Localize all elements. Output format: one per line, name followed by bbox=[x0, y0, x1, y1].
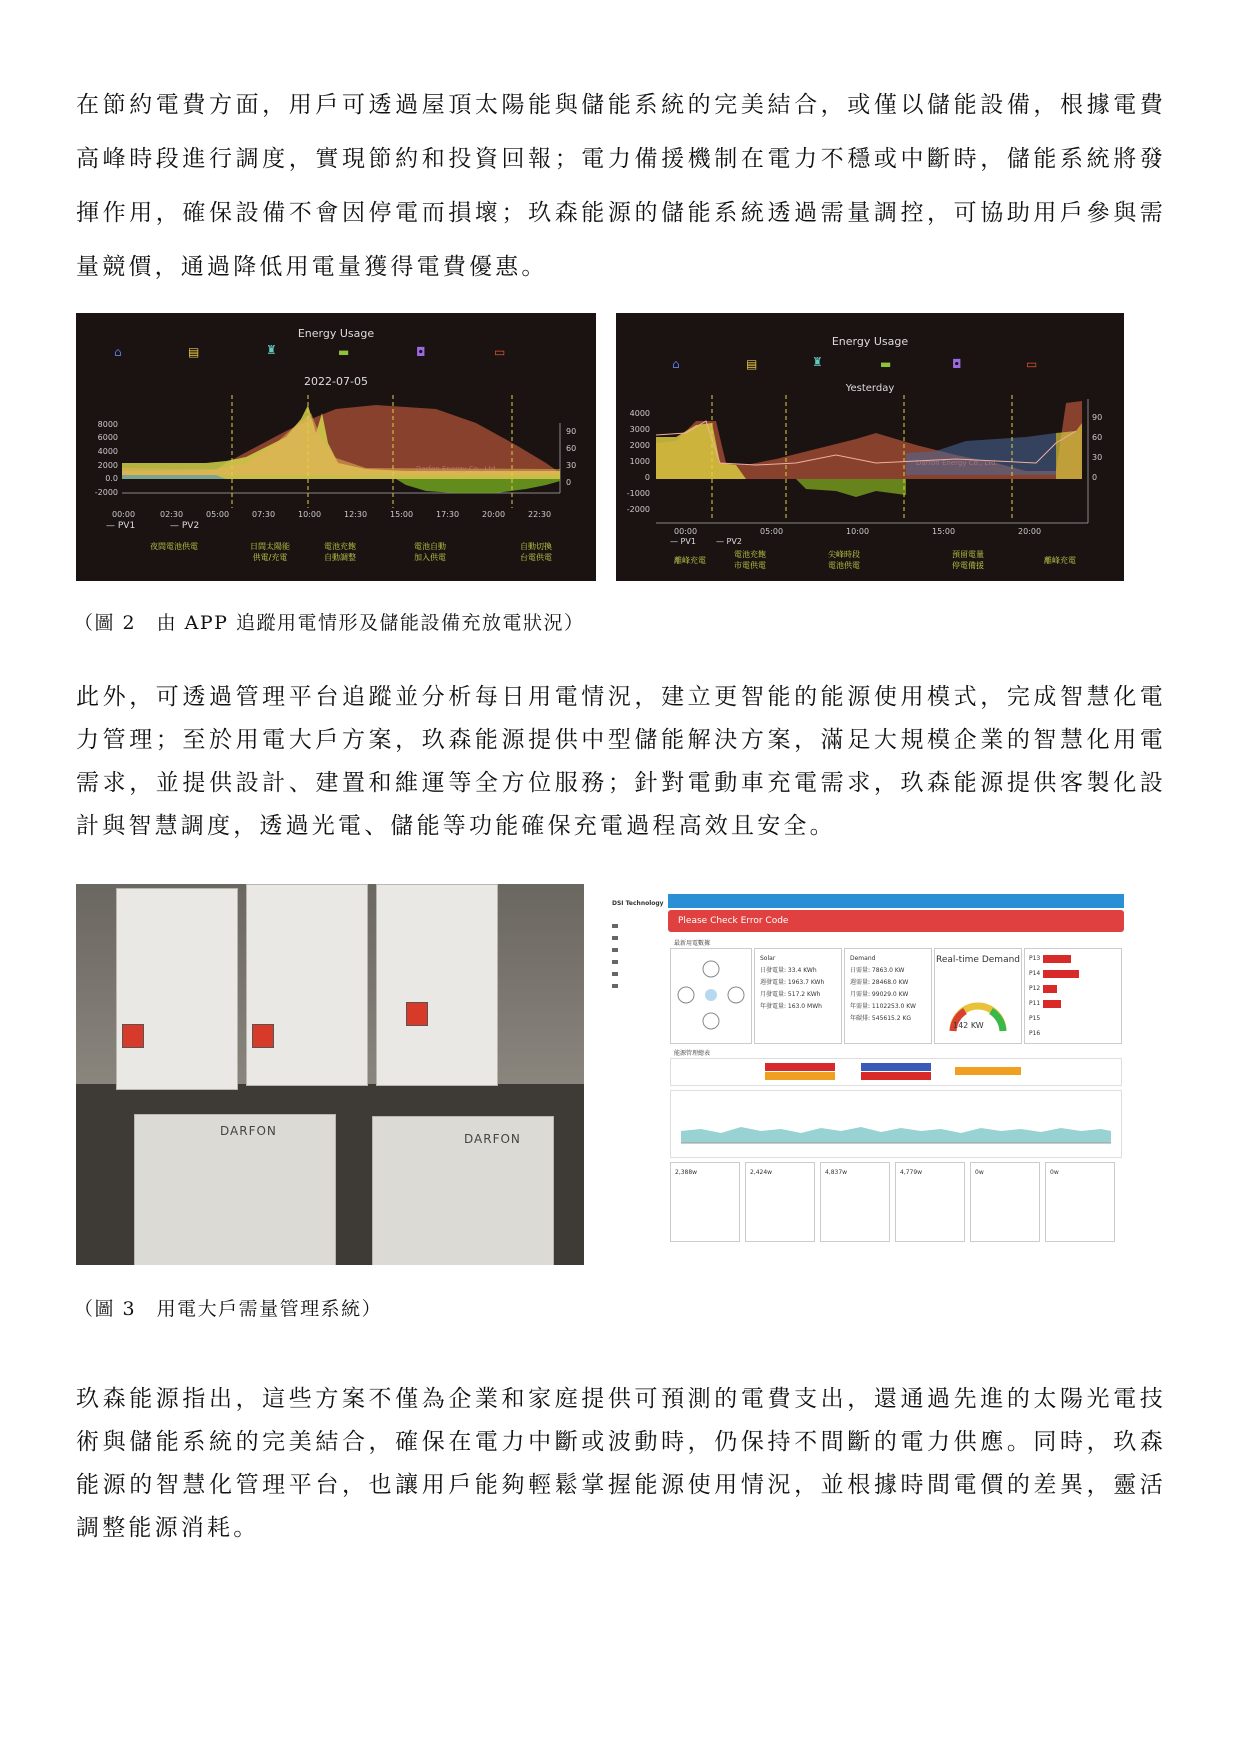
x-tick: 17:30 bbox=[436, 510, 460, 519]
energy-usage-chart-right bbox=[616, 313, 1124, 581]
y-tick: 3000 bbox=[629, 425, 650, 434]
legend-pv2: — PV2 bbox=[170, 521, 200, 531]
storage-cabinets-photo bbox=[76, 884, 584, 1265]
figure-2-caption: （圖 2 由 APP 追蹤用電情形及儲能設備充放電狀況） bbox=[74, 612, 585, 634]
chart-title: Energy Usage bbox=[297, 327, 375, 340]
chart-date: 2022-07-05 bbox=[304, 375, 368, 388]
sidebar bbox=[612, 916, 626, 996]
annotation: 尖峰時段 電池供電 bbox=[828, 550, 860, 570]
management-paragraph: 此外，可透過管理平台追蹤並分析每日用電情況，建立更智能的能源使用模式，完成智慧化電力管理；至於用電大戶方案，玖森能源提供中型儲能解決方案，滿足大規模企業的智慧化用電需求，並提供設計、建置和維運等全方位服務；針對電動車充電需求，玖森能源提供客製化設計與智慧調度，透過光電、儲能等功能確保充電過程高效且安全。 bbox=[76, 684, 1166, 839]
grid-tower-icon: ♜ bbox=[812, 355, 823, 369]
y2-tick: 0 bbox=[566, 478, 572, 487]
inverter-cabinet bbox=[116, 888, 238, 1090]
x-tick: 10:00 bbox=[846, 527, 870, 536]
solar-panel-icon: ▤ bbox=[188, 345, 200, 359]
panel-cards: 2,388w 2,424w 4,837w 4,779w 0w 0w bbox=[670, 1162, 1120, 1242]
watermark: Darfon Energy Co., Ltd. bbox=[416, 465, 498, 473]
x-tick: 10:00 bbox=[298, 510, 322, 519]
y-tick: 1000 bbox=[629, 457, 650, 466]
car-icon: ◘ bbox=[952, 357, 962, 371]
annotation: 日間太陽能 供電/充電 bbox=[250, 542, 290, 562]
x-tick: 20:00 bbox=[1018, 527, 1042, 536]
annotation: 電池自動 加入供電 bbox=[414, 542, 446, 562]
x-tick: 15:00 bbox=[932, 527, 956, 536]
chart-date: Yesterday bbox=[845, 383, 895, 394]
y-tick: -1000 bbox=[626, 489, 650, 498]
solar-panel-icon: ▤ bbox=[746, 357, 758, 371]
y2-tick: 60 bbox=[1092, 433, 1103, 442]
x-tick: 12:30 bbox=[344, 510, 368, 519]
annotation: 電池充飽 市電供電 bbox=[734, 550, 766, 570]
grid-tower-icon: ♜ bbox=[266, 343, 277, 357]
inverter-cabinet bbox=[376, 884, 498, 1086]
warning-label-icon bbox=[122, 1024, 144, 1048]
meter-icon: ▭ bbox=[494, 345, 506, 359]
y-tick: 0.0 bbox=[105, 474, 118, 483]
y-tick: -2000 bbox=[94, 488, 118, 497]
annotation: 夜間電池供電 bbox=[150, 542, 198, 551]
section-title: 能源管理總表 bbox=[674, 1050, 711, 1057]
x-tick: 02:30 bbox=[160, 510, 184, 519]
x-tick: 05:00 bbox=[760, 527, 784, 536]
y2-tick: 30 bbox=[566, 461, 577, 470]
annotation: 離峰充電 bbox=[1044, 556, 1076, 565]
battery-icon: ▬ bbox=[338, 345, 350, 359]
section-title: 最新用電數據 bbox=[674, 940, 711, 947]
figure-3-caption: （圖 3 用電大戶需量管理系統） bbox=[74, 1298, 383, 1320]
demand-card: Demand 日需量: 7863.0 KW 週需量: 28468.0 KW 月需量: 99029.0 KW 年需量: 1102253.0 KW 年碳排: 545615.2 KG bbox=[844, 948, 932, 1044]
phase-bars: P13 P14 P12 P11 P15 P16 bbox=[1024, 948, 1122, 1044]
battery-icon: ▬ bbox=[880, 357, 892, 371]
warning-label-icon bbox=[406, 1002, 428, 1026]
solar-card: Solar 日發電量: 33.4 KWh 週發電量: 1963.7 KWh 月發電量: 517.2 KWh 年發電量: 163.0 MWh bbox=[754, 948, 842, 1044]
x-tick: 07:30 bbox=[252, 510, 276, 519]
energy-flow-diagram bbox=[670, 948, 752, 1044]
car-icon: ◘ bbox=[416, 345, 426, 359]
home-icon: ⌂ bbox=[114, 345, 122, 359]
energy-usage-chart-left bbox=[76, 313, 596, 581]
meter-icon: ▭ bbox=[1026, 357, 1038, 371]
legend-pv2: — PV2 bbox=[716, 537, 742, 546]
x-tick: 22:30 bbox=[528, 510, 552, 519]
y2-tick: 60 bbox=[566, 444, 577, 453]
annotation: 離峰充電 bbox=[674, 556, 706, 565]
company-name: DSI Technology bbox=[612, 900, 664, 907]
y2-tick: 30 bbox=[1092, 453, 1103, 462]
battery-cabinet bbox=[372, 1116, 554, 1265]
annotation: 自動切換 台電供電 bbox=[520, 542, 552, 562]
x-tick: 20:00 bbox=[482, 510, 506, 519]
brand-logo: DARFON bbox=[464, 1132, 521, 1146]
warning-label-icon bbox=[252, 1024, 274, 1048]
legend-pv1: — PV1 bbox=[670, 537, 696, 546]
home-icon: ⌂ bbox=[672, 357, 680, 371]
conclusion-paragraph: 玖森能源指出，這些方案不僅為企業和家庭提供可預測的電費支出，還通過先進的太陽光電技術與儲能系統的完美結合，確保在電力中斷或波動時，仍保持不間斷的電力供應。同時，玖森能源的智慧化管理平台，也讓用戶能夠輕鬆掌握能源使用情況，並根據時間電價的差異，靈活調整能源消耗。 bbox=[76, 1386, 1166, 1541]
top-bar bbox=[668, 894, 1124, 908]
inverter-cabinet bbox=[246, 884, 368, 1086]
realtime-demand-gauge: Real-time Demand 142 KW bbox=[934, 948, 1022, 1044]
y-tick: 2000 bbox=[97, 461, 118, 470]
demand-management-dashboard bbox=[604, 890, 1124, 1282]
x-tick: 00:00 bbox=[674, 527, 698, 536]
y-tick: 6000 bbox=[97, 433, 118, 442]
x-tick: 15:00 bbox=[390, 510, 414, 519]
y2-tick: 0 bbox=[1092, 473, 1098, 482]
y-tick: 0 bbox=[644, 473, 650, 482]
chart-title: Energy Usage bbox=[831, 335, 909, 348]
y-tick: -2000 bbox=[626, 505, 650, 514]
y-tick: 4000 bbox=[629, 409, 650, 418]
y-tick: 2000 bbox=[629, 441, 650, 450]
y2-tick: 90 bbox=[1092, 413, 1103, 422]
watermark: Darfon Energy Co., Ltd. bbox=[916, 459, 998, 467]
management-summary bbox=[670, 1058, 1122, 1086]
demand-line-chart bbox=[670, 1090, 1122, 1158]
annotation: 預留電量 停電備援 bbox=[952, 550, 984, 570]
x-tick: 05:00 bbox=[206, 510, 230, 519]
legend-pv1: — PV1 bbox=[106, 521, 136, 531]
annotation: 電池充飽 自動調整 bbox=[324, 542, 356, 562]
intro-paragraph: 在節約電費方面，用戶可透過屋頂太陽能與儲能系統的完美結合，或僅以儲能設備，根據電費高峰時段進行調度，實現節約和投資回報；電力備援機制在電力不穩或中斷時，儲能系統將發揮作用，確保設備不會因停電而損壞；玖森能源的儲能系統透過需量調控，可協助用戶參與需量競價，通過降低用電量獲得電費優惠。 bbox=[76, 92, 1166, 280]
error-banner[interactable]: Please Check Error Code bbox=[668, 910, 1124, 932]
y-tick: 8000 bbox=[97, 420, 118, 429]
brand-logo: DARFON bbox=[220, 1124, 277, 1138]
y-tick: 4000 bbox=[97, 447, 118, 456]
x-tick: 00:00 bbox=[112, 510, 136, 519]
y2-tick: 90 bbox=[566, 427, 577, 436]
